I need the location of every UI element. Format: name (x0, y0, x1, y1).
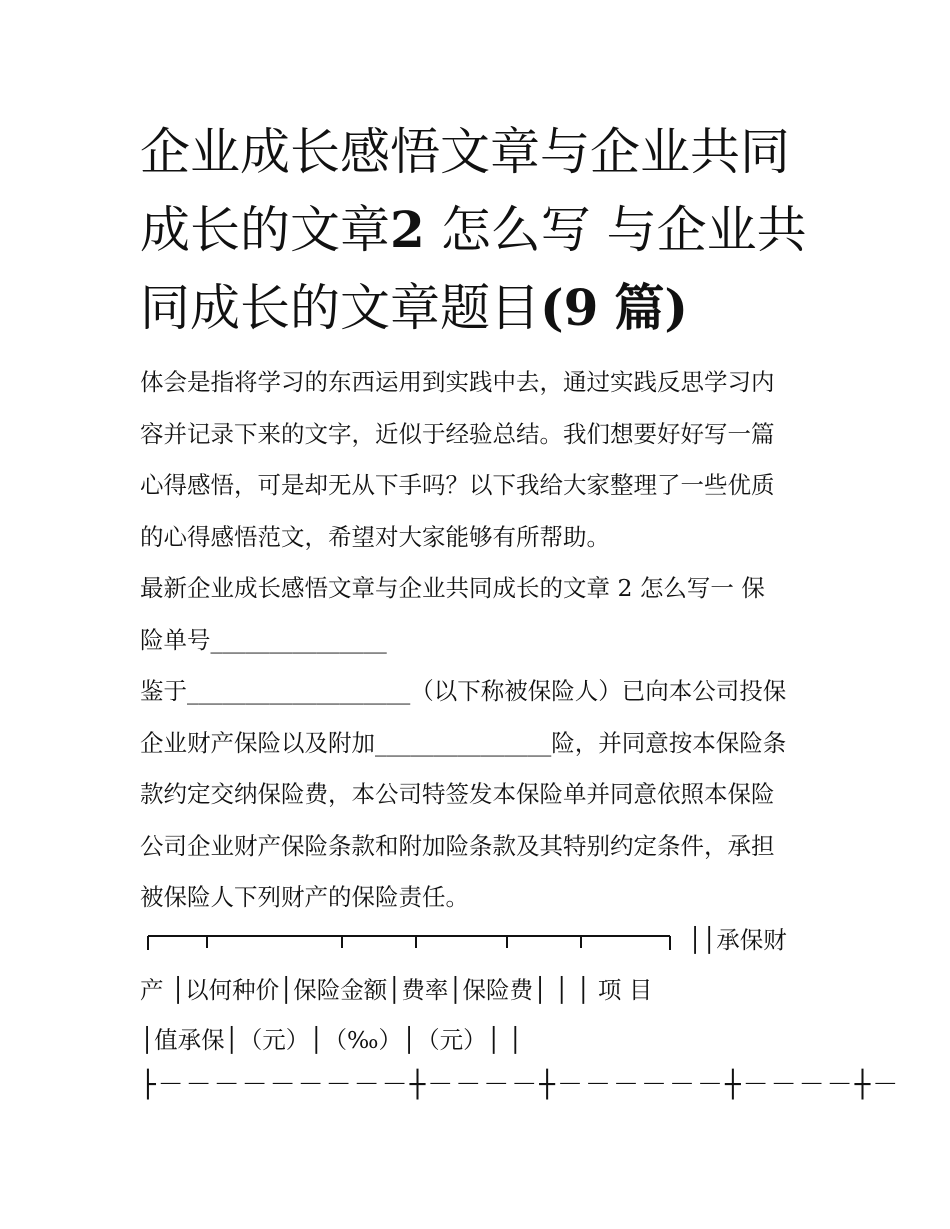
section-line-4: 企业财产保险以及附加_______________险，并同意按本保险条 (140, 728, 787, 757)
section-line-1: 最新企业成长感悟文章与企业共同成长的文章 2 怎么写一 保 (140, 574, 765, 602)
intro-line-4: 的心得感悟范文，希望对大家能够有所帮助。 (140, 522, 610, 551)
document-title (140, 113, 820, 347)
section-line-6: 公司企业财产保险条款和附加险条款及其特别约定条件，承担 (140, 831, 775, 860)
title-line-3-count-end: 篇) (614, 278, 689, 337)
section-line-2: 险单号_______________ (140, 625, 387, 654)
document-body (140, 357, 820, 924)
section-line-7: 被保险人下列财产的保险责任。 (140, 883, 469, 911)
intro-line-3: 心得感悟，可是却无从下手吗？以下我给大家整理了一些优质 (140, 471, 775, 499)
title-line-3-space (598, 279, 614, 337)
title-line-2-part-3: 怎么写 与企业共 (440, 201, 807, 259)
title-line-2-part-1: 成长的文章 (140, 201, 390, 259)
title-line-2-number: 2 (390, 200, 425, 259)
title-line-1: 企业成长感悟文章与企业共同 (140, 123, 790, 181)
section-line-5: 款约定交纳保险费，本公司特签发本保险单并同意依照本保险 (140, 780, 775, 808)
title-line-3-count: (9 (540, 278, 599, 337)
table-separator-row: ├－－－－－－－－－┼－－－－┼－－－－－－┼－－－－┼－ (140, 1070, 901, 1100)
table-row-3: │值承保│（元）│（‰）│（元）│ │ (140, 1026, 523, 1054)
table-text-block (140, 915, 820, 1065)
title-line-2-part-2 (425, 201, 441, 259)
title-line-3-part-1: 同成长的文章题目 (140, 279, 540, 337)
section-line-3: 鉴于___________________（以下称被保险人）已向本公司投保 (140, 677, 787, 705)
intro-line-2: 容并记录下来的文字，近似于经验总结。我们想要好好写一篇 (140, 419, 775, 448)
table-row-1: ││承保财 (688, 926, 787, 954)
intro-line-1: 体会是指将学习的东西运用到实践中去，通过实践反思学习内 (140, 368, 775, 396)
table-row-2: 产 │以何种价│保险金额│费率│保险费│ │ │ 项 目 (140, 976, 653, 1004)
